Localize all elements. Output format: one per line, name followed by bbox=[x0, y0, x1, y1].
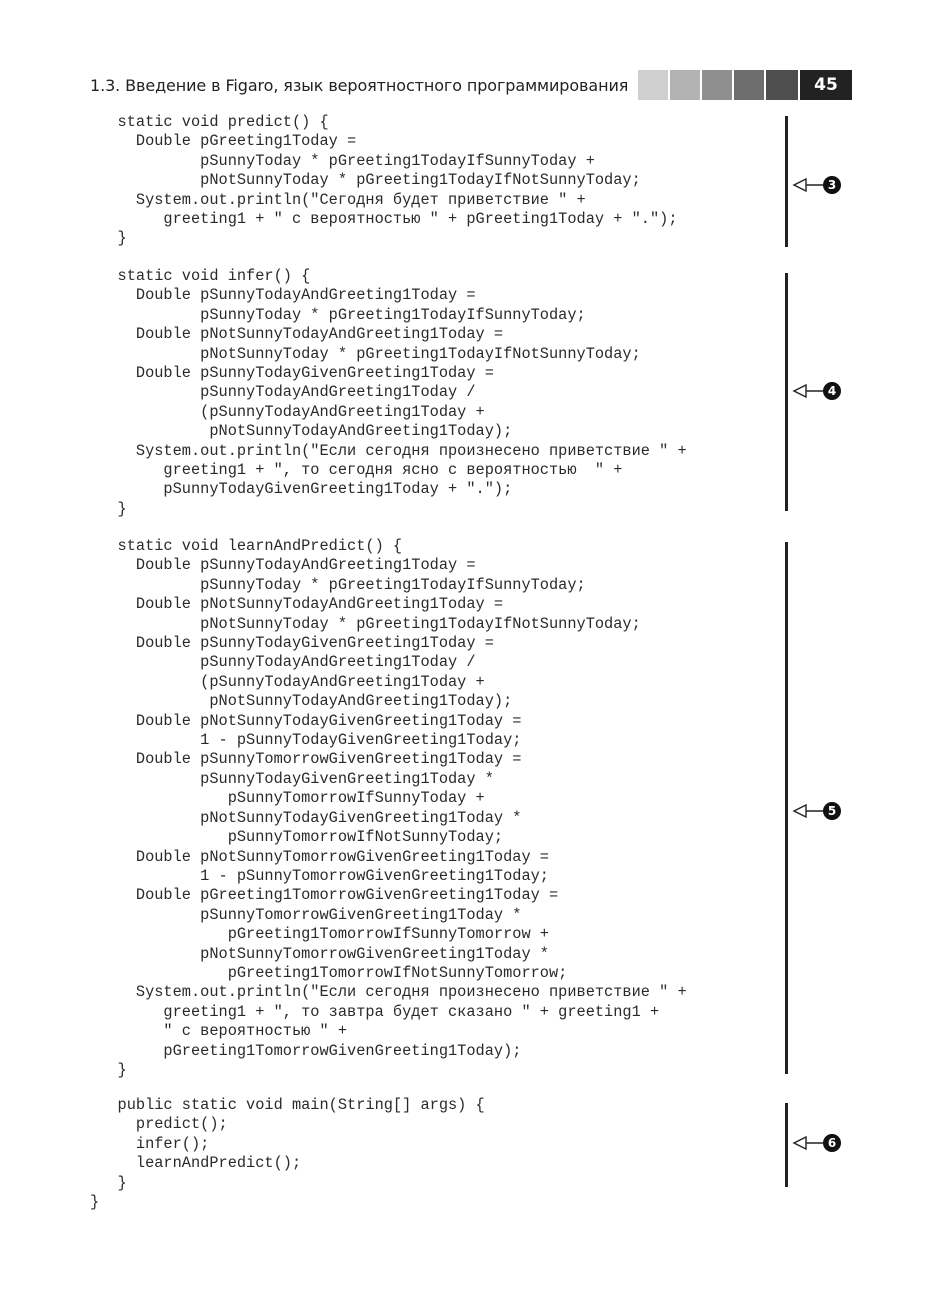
page-number: 45 bbox=[800, 70, 852, 100]
callout-number: 3 bbox=[823, 176, 841, 194]
code-predict-method: static void predict() { Double pGreeting1Today = pSunnyToday * pGreeting1TodayIfSunnyToday + pNotSunnyToday * pGreeting1TodayIfNotSunnyToday; System.out.println("Сегодня будет приветствие " + greeting1 + " с вероятностью " + pGreeting1Today + "."); } bbox=[117, 113, 678, 248]
callout-number: 4 bbox=[823, 382, 841, 400]
header-decoration-bar bbox=[766, 70, 798, 100]
header-decoration-bar bbox=[702, 70, 732, 100]
left-arrow-icon bbox=[793, 382, 825, 402]
annotation-bracket-6 bbox=[785, 1103, 788, 1187]
callout-marker-3 bbox=[793, 176, 843, 196]
left-arrow-icon bbox=[793, 1134, 825, 1154]
annotation-bracket-3 bbox=[785, 116, 788, 247]
callout-marker-4 bbox=[793, 382, 843, 402]
annotation-bracket-5 bbox=[785, 542, 788, 1074]
header-decoration-bar bbox=[670, 70, 700, 100]
callout-marker-6 bbox=[793, 1134, 843, 1154]
running-head-title: 1.3. Введение в Figaro, язык вероятностного программирования bbox=[90, 76, 629, 95]
left-arrow-icon bbox=[793, 802, 825, 822]
code-infer-method: static void infer() { Double pSunnyTodayAndGreeting1Today = pSunnyToday * pGreeting1TodayIfSunnyToday; Double pNotSunnyTodayAndGreeting1Today = pNotSunnyToday * pGreeting1TodayIfNotSunnyToday; Double pSunnyTodayGivenGreeting1Today = pSunnyTodayAndGreeting1Today / (pSunnyTodayAndGreeting1Today + pNotSunnyTodayAndGreeting1Today); System.out.println("Если сегодня произнесено приветствие " + greeting1 + ", то сегодня ясно с вероятностью " + pSunnyTodayGivenGreeting1Today + "."); } bbox=[117, 267, 687, 518]
code-main-method: public static void main(String[] args) { predict(); infer(); learnAndPredict(); } } bbox=[90, 1096, 485, 1212]
page-header bbox=[0, 66, 945, 106]
callout-number: 6 bbox=[823, 1134, 841, 1152]
annotation-bracket-4 bbox=[785, 273, 788, 511]
left-arrow-icon bbox=[793, 176, 825, 196]
callout-number: 5 bbox=[823, 802, 841, 820]
header-decoration-bar bbox=[638, 70, 668, 100]
callout-marker-5 bbox=[793, 802, 843, 822]
code-learn-and-predict-method: static void learnAndPredict() { Double pSunnyTodayAndGreeting1Today = pSunnyToday * pGreeting1TodayIfSunnyToday; Double pNotSunnyTodayAndGreeting1Today = pNotSunnyToday * pGreeting1TodayIfNotSunnyToday; Double pSunnyTodayGivenGreeting1Today = pSunnyTodayAndGreeting1Today / (pSunnyTodayAndGreeting1Today + pNotSunnyTodayAndGreeting1Today); Double pNotSunnyTodayGivenGreeting1Today = 1 - pSunnyTodayGivenGreeting1Today; Double pSunnyTomorrowGivenGreeting1Today = pSunnyTodayGivenGreeting1Today * pSunnyTomorrowIfSunnyToday + pNotSunnyTodayGivenGreeting1Today * pSunnyTomorrowIfNotSunnyToday; Double pNotSunnyTomorrowGivenGreeting1Today = 1 - pSunnyTomorrowGivenGreeting1Today; Double pGreeting1TomorrowGivenGreeting1Today = pSunnyTomorrowGivenGreeting1Today * pGreeting1TomorrowIfSunnyTomorrow + pNotSunnyTomorrowGivenGreeting1Today * pGreeting1TomorrowIfNotSunnyTomorrow; System.out.println("Если сегодня произнесено приветствие " + greeting1 + ", то завтра будет сказано " + greeting1 + " с вероятностью " + pGreeting1TomorrowGivenGreeting1Today); } bbox=[117, 537, 687, 1079]
header-decoration-bar bbox=[734, 70, 764, 100]
